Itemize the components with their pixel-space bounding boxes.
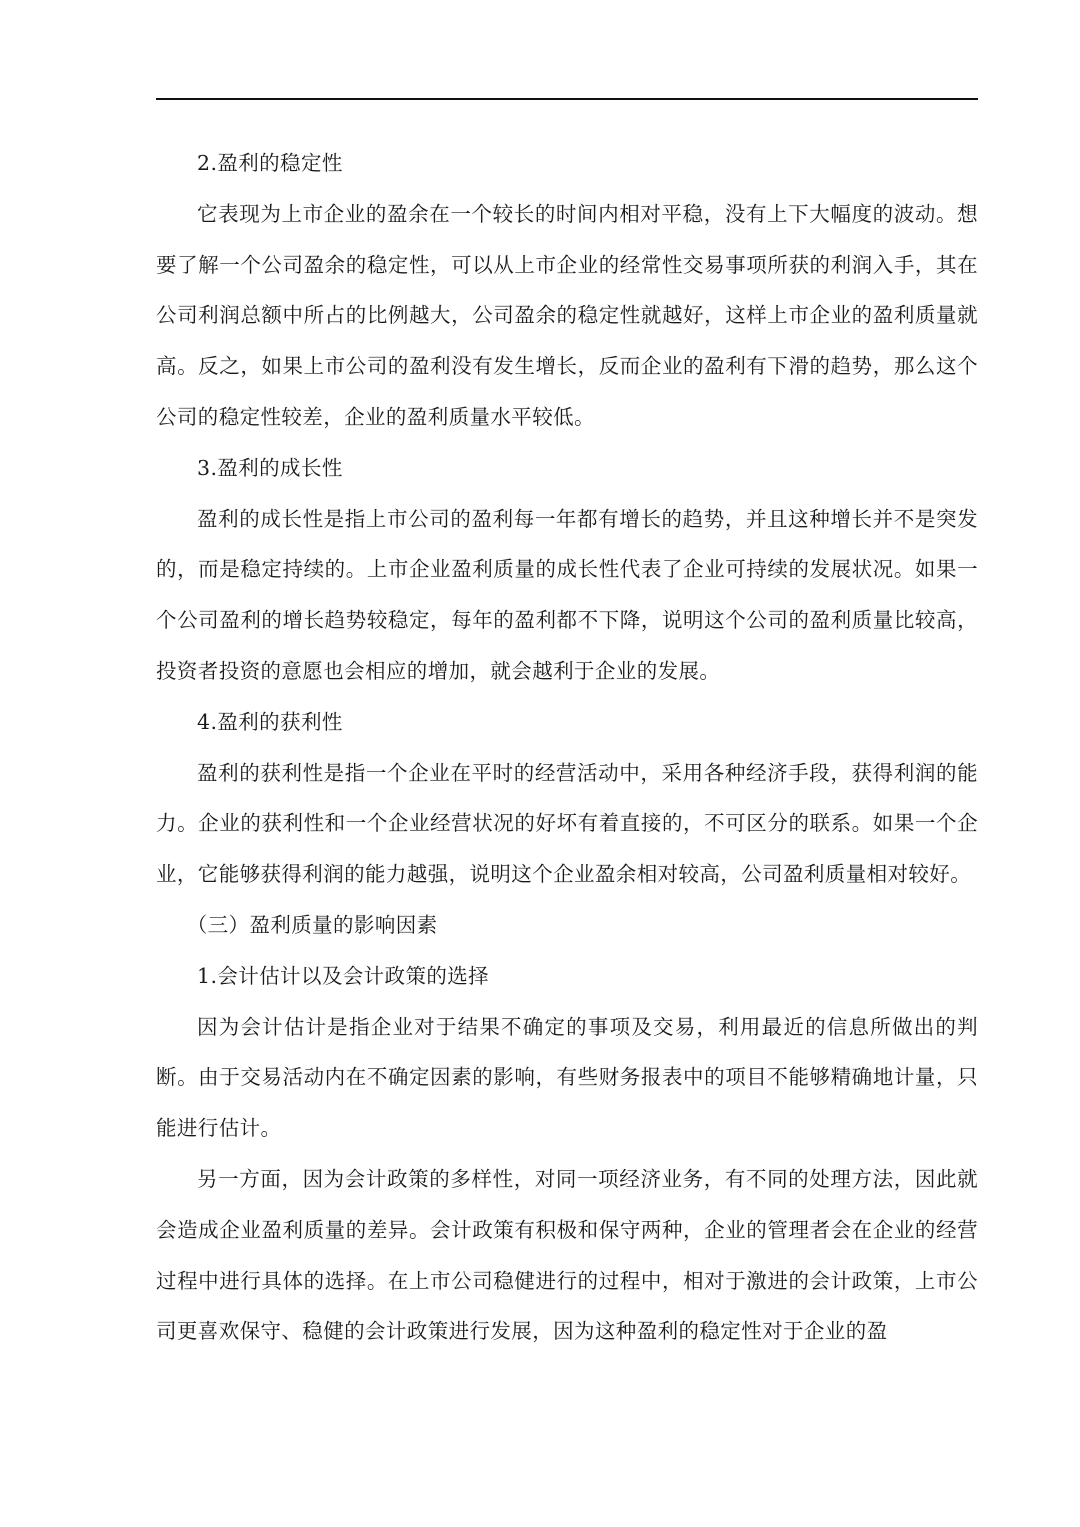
paragraph-accounting-estimates: 因为会计估计是指企业对于结果不确定的事项及交易，利用最近的信息所做出的判断。由于交易活动内在不确定因素的影响，有些财务报表中的项目不能够精确地计量，只能进行估计。 (156, 1014, 978, 1141)
subheading-profitability: 4.盈利的获利性 (197, 709, 343, 734)
document-body (156, 138, 978, 1357)
paragraph-profitability: 盈利的获利性是指一个企业在平时的经营活动中，采用各种经济手段，获得利润的能力。企业的获利性和一个企业经营状况的好坏有着直接的，不可区分的联系。如果一个企业，它能够获得利润的能力越强，说明这个企业盈余相对较高，公司盈利质量相对较好。 (156, 760, 978, 887)
subheading-accounting-estimates: 1.会计估计以及会计政策的选择 (197, 963, 490, 988)
subheading-stability: 2.盈利的稳定性 (197, 151, 343, 175)
subheading-growth: 3.盈利的成长性 (197, 455, 343, 480)
section-heading-factors: （三）盈利质量的影响因素 (186, 912, 438, 937)
paragraph-stability: 它表现为上市企业的盈余在一个较长的时间内相对平稳，没有上下大幅度的波动。想要了解一个公司盈余的稳定性，可以从上市企业的经常性交易事项所获的利润入手，其在公司利润总额中所占的比例越大，公司盈余的稳定性就越好，这样上市企业的盈利质量就高。反之，如果上市公司的盈利没有发生增长，反而企业的盈利有下滑的趋势，那么这个公司的稳定性较差，企业的盈利质量水平较低。 (156, 201, 978, 429)
paragraph-accounting-policies: 另一方面，因为会计政策的多样性，对同一项经济业务，有不同的处理方法，因此就会造成企业盈利质量的差异。会计政策有积极和保守两种，企业的管理者会在企业的经营过程中进行具体的选择。在上市公司稳健进行的过程中，相对于激进的会计政策，上市公司更喜欢保守、稳健的会计政策进行发展，因为这种盈利的稳定性对于企业的盈 (156, 1166, 978, 1344)
header-rule (156, 98, 978, 100)
paragraph-growth: 盈利的成长性是指上市公司的盈利每一年都有增长的趋势，并且这种增长并不是突发的，而是稳定持续的。上市企业盈利质量的成长性代表了企业可持续的发展状况。如果一个公司盈利的增长趋势较稳定，每年的盈利都不下降，说明这个公司的盈利质量比较高，投资者投资的意愿也会相应的增加，就会越利于企业的发展。 (156, 506, 978, 683)
